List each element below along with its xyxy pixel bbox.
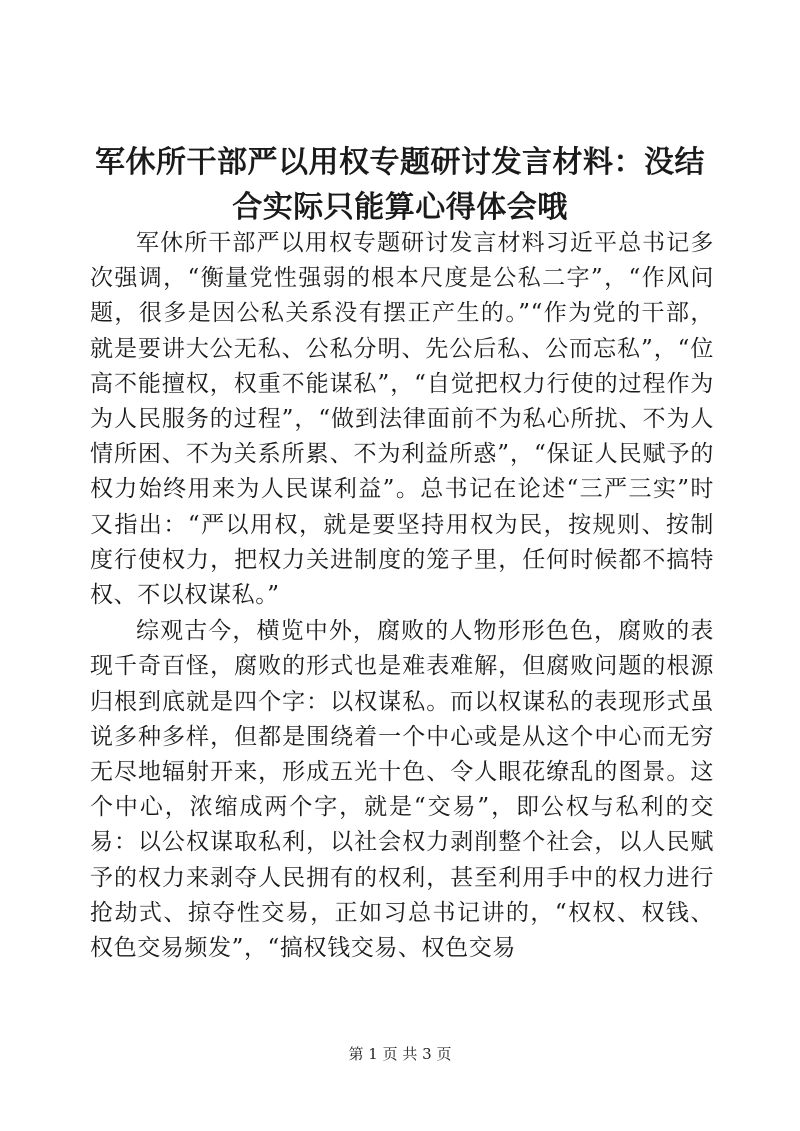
paragraph: 综观古今，横览中外，腐败的人物形形色色，腐败的表现千奇百怪，腐败的形式也是难表难解，但腐败问题的根源归根到底就是四个字：以权谋私。而以权谋私的表现形式虽说多种多样，但都是围绕着一个中心或是从这个中心而无穷无尽地辐射开来，形成五光十色、令人眼花缭乱的图景。这个中心，浓缩成两个字，就是“交易”，即公权与私利的交易：以公权谋取私利，以社会权力剥削整个社会，以人民赋予的权力来剥夺人民拥有的权利，甚至利用手中的权力进行抢劫式、掠夺性交易，正如习总书记讲的，“权权、权钱、权色交易频发”，“搞权钱交易、权色交易: [90, 618, 714, 962]
paragraph: 军休所干部严以用权专题研讨发言材料习近平总书记多次强调，“衡量党性强弱的根本尺度是公私二字”，“作风问题，很多是因公私关系没有摆正产生的。”“作为党的干部，就是要讲大公无私、公私分明、先公后私、公而忘私”，“位高不能擅权，权重不能谋私”，“自觉把权力行使的过程作为为人民服务的过程”，“做到法律面前不为私心所扰、不为人情所困、不为关系所累、不为利益所惑”，“保证人民赋予的权力始终用来为人民谋利益”。总书记在论述“三严三实”时又指出：“严以用权，就是要坚持用权为民，按规则、按制度行使权力，把权力关进制度的笼子里，任何时候都不搞特权、不以权谋私。”: [90, 230, 714, 609]
document-body: [90, 226, 714, 966]
page-number-footer: 第 1 页 共 3 页: [348, 1045, 452, 1063]
document-title: 军休所干部严以用权专题研讨发言材料：没结合实际只能算心得体会哦: [95, 145, 705, 225]
